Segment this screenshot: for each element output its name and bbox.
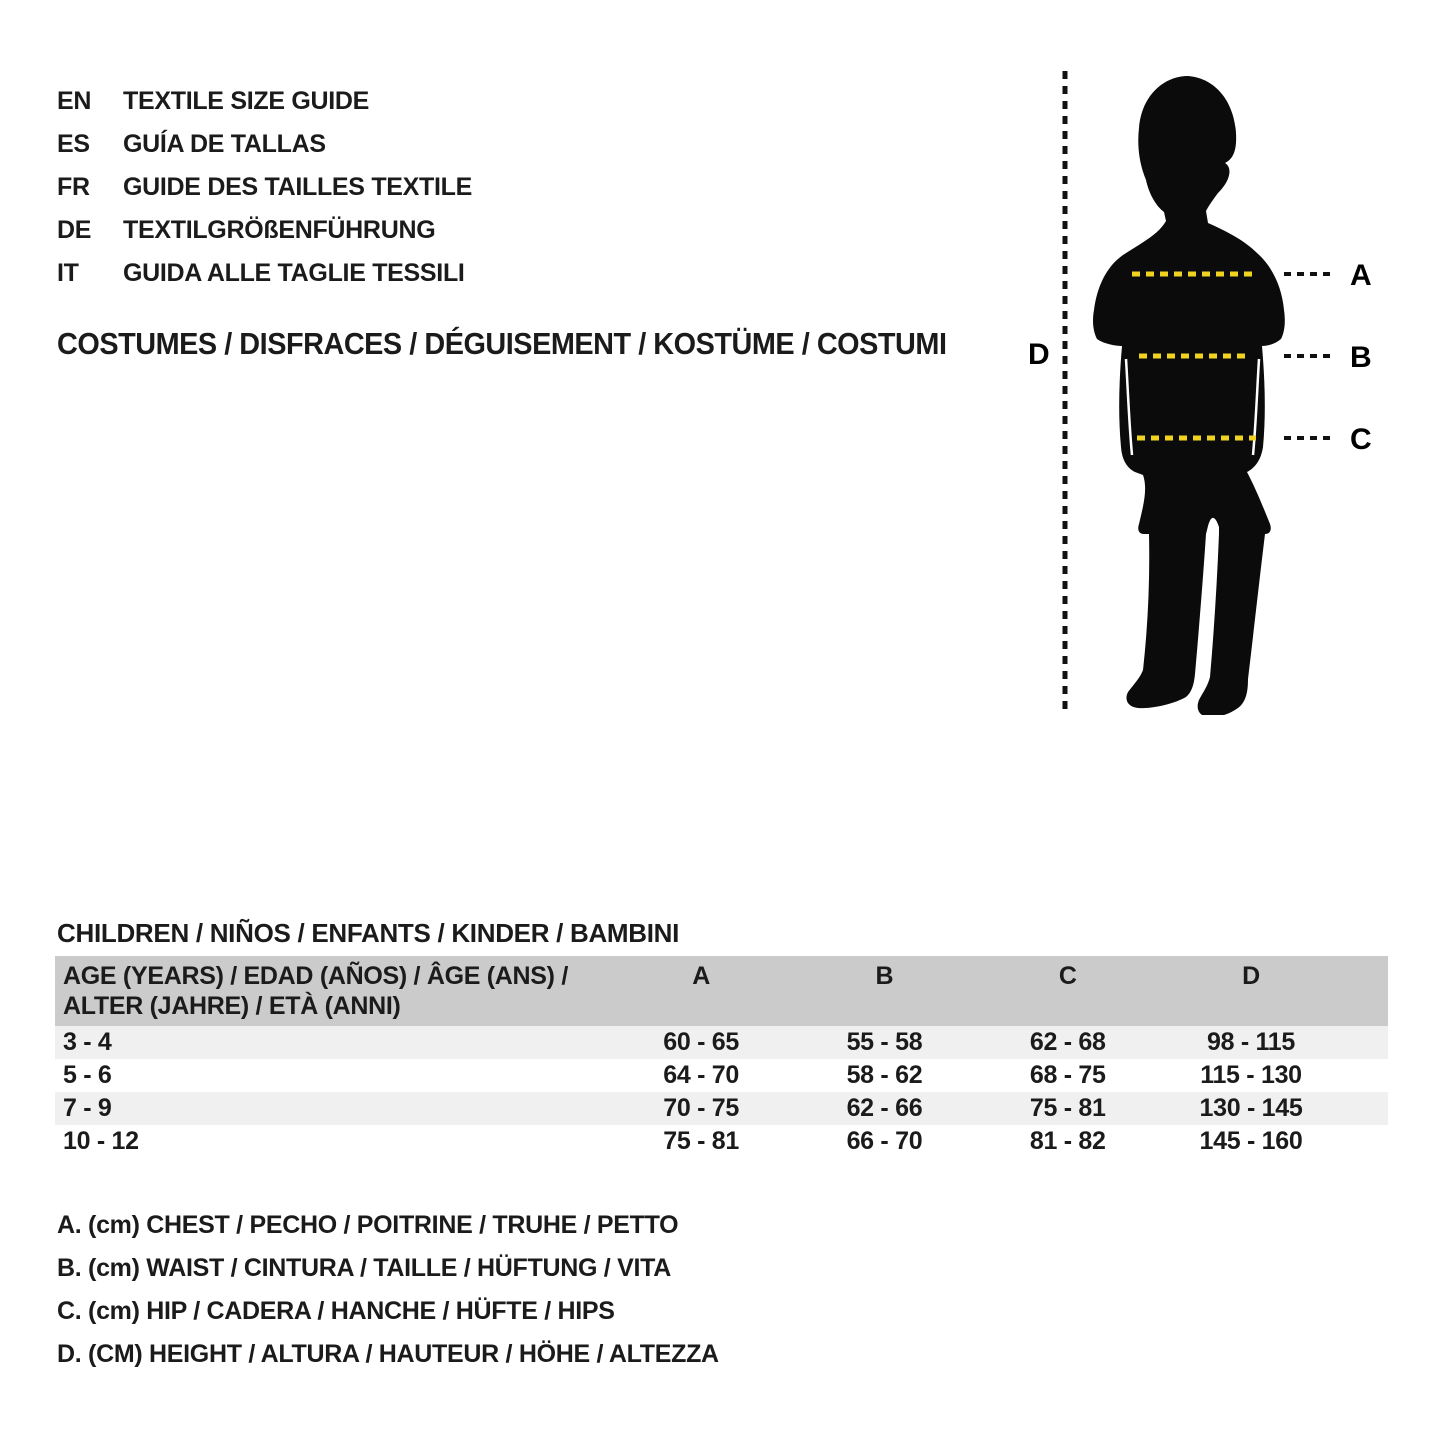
- language-code-de: DE: [57, 216, 92, 244]
- measurement-legend: [57, 1204, 719, 1376]
- chest-cell: 60 - 65: [663, 1028, 740, 1056]
- language-row-es: [57, 123, 472, 166]
- chest-cell: 70 - 75: [663, 1094, 740, 1122]
- waist-cell: 58 - 62: [846, 1061, 923, 1089]
- chest-cell: 64 - 70: [663, 1061, 740, 1089]
- waist-cell: 62 - 66: [846, 1094, 923, 1122]
- legend-line-a: A. (cm) CHEST / PECHO / POITRINE / TRUHE / PETTO: [57, 1211, 679, 1239]
- height-cell: 145 - 160: [1199, 1127, 1303, 1155]
- size-table: [55, 956, 1388, 1158]
- language-row-en: [57, 80, 472, 123]
- waist-cell: 66 - 70: [846, 1127, 923, 1155]
- hip-cell: 62 - 68: [1029, 1028, 1106, 1056]
- measurement-figure: [1020, 63, 1440, 715]
- age-header: [55, 956, 610, 1021]
- legend-line-c: C. (cm) HIP / CADERA / HANCHE / HÜFTE / HIPS: [57, 1297, 615, 1325]
- column-header-d: D: [1242, 962, 1260, 990]
- height-cell: 115 - 130: [1200, 1061, 1302, 1089]
- height-cell: 130 - 145: [1199, 1094, 1303, 1122]
- category-title: COSTUMES / DISFRACES / DÉGUISEMENT / KOSTÜME / COSTUMI: [57, 326, 947, 361]
- size-table-row: [55, 1059, 1388, 1092]
- age-cell: 7 - 9: [63, 1094, 112, 1122]
- language-row-fr: [57, 166, 472, 209]
- age-cell: 3 - 4: [63, 1028, 112, 1056]
- column-header-a: A: [692, 962, 711, 990]
- language-title-es: GUÍA DE TALLAS: [123, 130, 326, 158]
- age-header-line1: AGE (YEARS) / EDAD (AÑOS) / ÂGE (ANS) /: [63, 962, 568, 990]
- size-table-row: [55, 1026, 1388, 1059]
- language-title-en: TEXTILE SIZE GUIDE: [123, 87, 370, 115]
- language-row-it: [57, 252, 472, 295]
- hip-cell: 75 - 81: [1029, 1094, 1106, 1122]
- column-header-c: C: [1058, 962, 1077, 990]
- age-cell: 5 - 6: [63, 1061, 112, 1089]
- language-row-de: [57, 209, 472, 252]
- language-title-it: GUIDA ALLE TAGLIE TESSILI: [123, 259, 465, 287]
- legend-line-d: D. (CM) HEIGHT / ALTURA / HAUTEUR / HÖHE / ALTEZZA: [57, 1340, 719, 1368]
- height-cell: 98 - 115: [1207, 1028, 1295, 1056]
- language-title-fr: GUIDE DES TAILLES TEXTILE: [123, 173, 473, 201]
- measure-label-a: A: [1350, 259, 1372, 292]
- language-title-list: [57, 80, 472, 295]
- column-header-b: B: [875, 962, 894, 990]
- language-code-es: ES: [57, 130, 90, 158]
- hip-cell: 68 - 75: [1029, 1061, 1106, 1089]
- size-table-row: [55, 1125, 1388, 1158]
- waist-cell: 55 - 58: [846, 1028, 923, 1056]
- measure-label-c: C: [1350, 423, 1372, 456]
- section-title-children: CHILDREN / NIÑOS / ENFANTS / KINDER / BAMBINI: [57, 918, 680, 948]
- hip-cell: 81 - 82: [1029, 1127, 1106, 1155]
- size-table-row: [55, 1092, 1388, 1125]
- size-table-header: [55, 956, 1388, 1026]
- language-code-en: EN: [57, 87, 92, 115]
- age-header-line2: ALTER (JAHRE) / ETÀ (ANNI): [63, 992, 401, 1020]
- measure-label-b: B: [1350, 341, 1372, 374]
- chest-cell: 75 - 81: [663, 1127, 740, 1155]
- language-code-it: IT: [57, 259, 79, 287]
- age-cell: 10 - 12: [63, 1127, 139, 1155]
- language-title-de: TEXTILGRÖßENFÜHRUNG: [123, 216, 436, 244]
- height-label-d: D: [1028, 338, 1050, 371]
- legend-line-b: B. (cm) WAIST / CINTURA / TAILLE / HÜFTUNG / VITA: [57, 1254, 671, 1282]
- language-code-fr: FR: [57, 173, 90, 201]
